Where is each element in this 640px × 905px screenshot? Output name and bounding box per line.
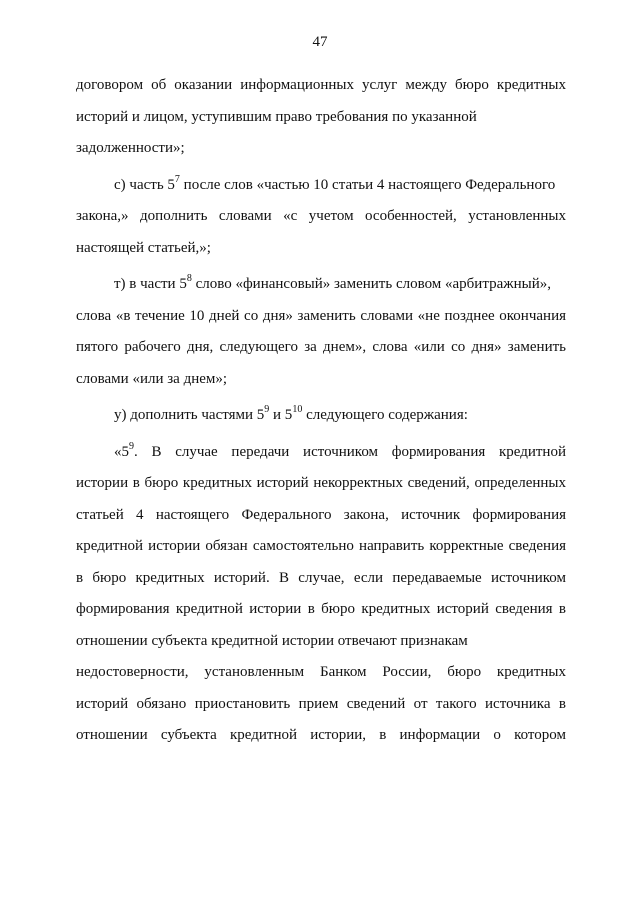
text-fragment: у) дополнить частями 5 [114,407,265,423]
text-line [76,400,566,432]
superscript: 10 [292,404,303,415]
word: отвечают [337,632,397,649]
superscript: 9 [129,440,134,452]
word: и [131,108,140,125]
text-line: слова «в течение 10 дней со дня» заменить словами «не позднее окончания [76,307,566,324]
word: указанной [411,108,477,125]
text-fragment: договором об оказании информационных услуг между бюро кредитных [76,77,566,93]
text-line: отношении субъекта кредитной истории, в информации о котором [76,727,566,743]
word: по [392,108,408,125]
text-line: словами «или за днем»; [76,370,228,387]
text-fragment: слово «финансовый» заменить словом «арбитражный», [191,276,551,292]
word: требования [315,108,389,125]
text-fragment: и 5 [269,407,293,423]
text-line: пятого рабочего дня, следующего за днем», слова «или со дня» заменить [76,339,566,355]
word: кредитной [211,632,279,649]
text-line-justified [76,626,566,658]
text-fragment: . В случае передачи источником формирования кредитной [134,443,566,460]
word: признакам [400,632,468,649]
text-line-justified [76,102,566,134]
page-number: 47 [312,34,328,50]
text-line: историй обязано приостановить прием сведений от такого источника в [76,695,566,712]
paragraph-2 [76,170,566,265]
word: отношении [76,632,148,649]
text-line: настоящей статьей,»; [76,239,211,256]
paragraph-4 [76,400,566,432]
text-line: закона,» дополнить словами «с учетом особенностей, установленных [76,208,566,224]
text-line [76,437,566,469]
paragraph-5 [76,437,566,752]
document-body [76,70,566,752]
text-line [76,170,566,202]
text-fragment: т) в части 5 [114,276,187,292]
text-line: в бюро кредитных историй. В случае, если передаваемые источником [76,569,566,586]
text-fragment: с) часть 5 [114,176,175,193]
word: историй [76,108,129,125]
text-fragment: «5 [114,443,129,460]
paragraph-1 [76,70,566,165]
text-line: задолженности»; [76,140,185,156]
text-line: статьей 4 настоящего Федерального закона, источник формирования [76,506,566,523]
superscript: 7 [174,173,180,185]
text-line [76,269,566,301]
word: истории [281,632,334,649]
word: уступившим [191,108,272,125]
text-line: истории в бюро кредитных историй некорректных сведений, определенных [76,475,566,491]
text-fragment: после слов «частью 10 статьи 4 настоящего Федерального [179,176,556,193]
text-fragment: следующего содержания: [302,407,468,423]
word: субъекта [151,632,208,649]
superscript: 8 [186,273,192,284]
word: лицом, [143,108,188,125]
text-line: кредитной истории обязан самостоятельно направить корректные сведения [76,538,566,554]
text-line: формирования кредитной истории в бюро кредитных историй сведения в [76,601,566,617]
text-line: недостоверности, установленным Банком России, бюро кредитных [76,664,566,680]
text-line [76,70,566,102]
paragraph-3 [76,269,566,395]
superscript: 9 [264,404,270,415]
word: право [275,108,313,125]
